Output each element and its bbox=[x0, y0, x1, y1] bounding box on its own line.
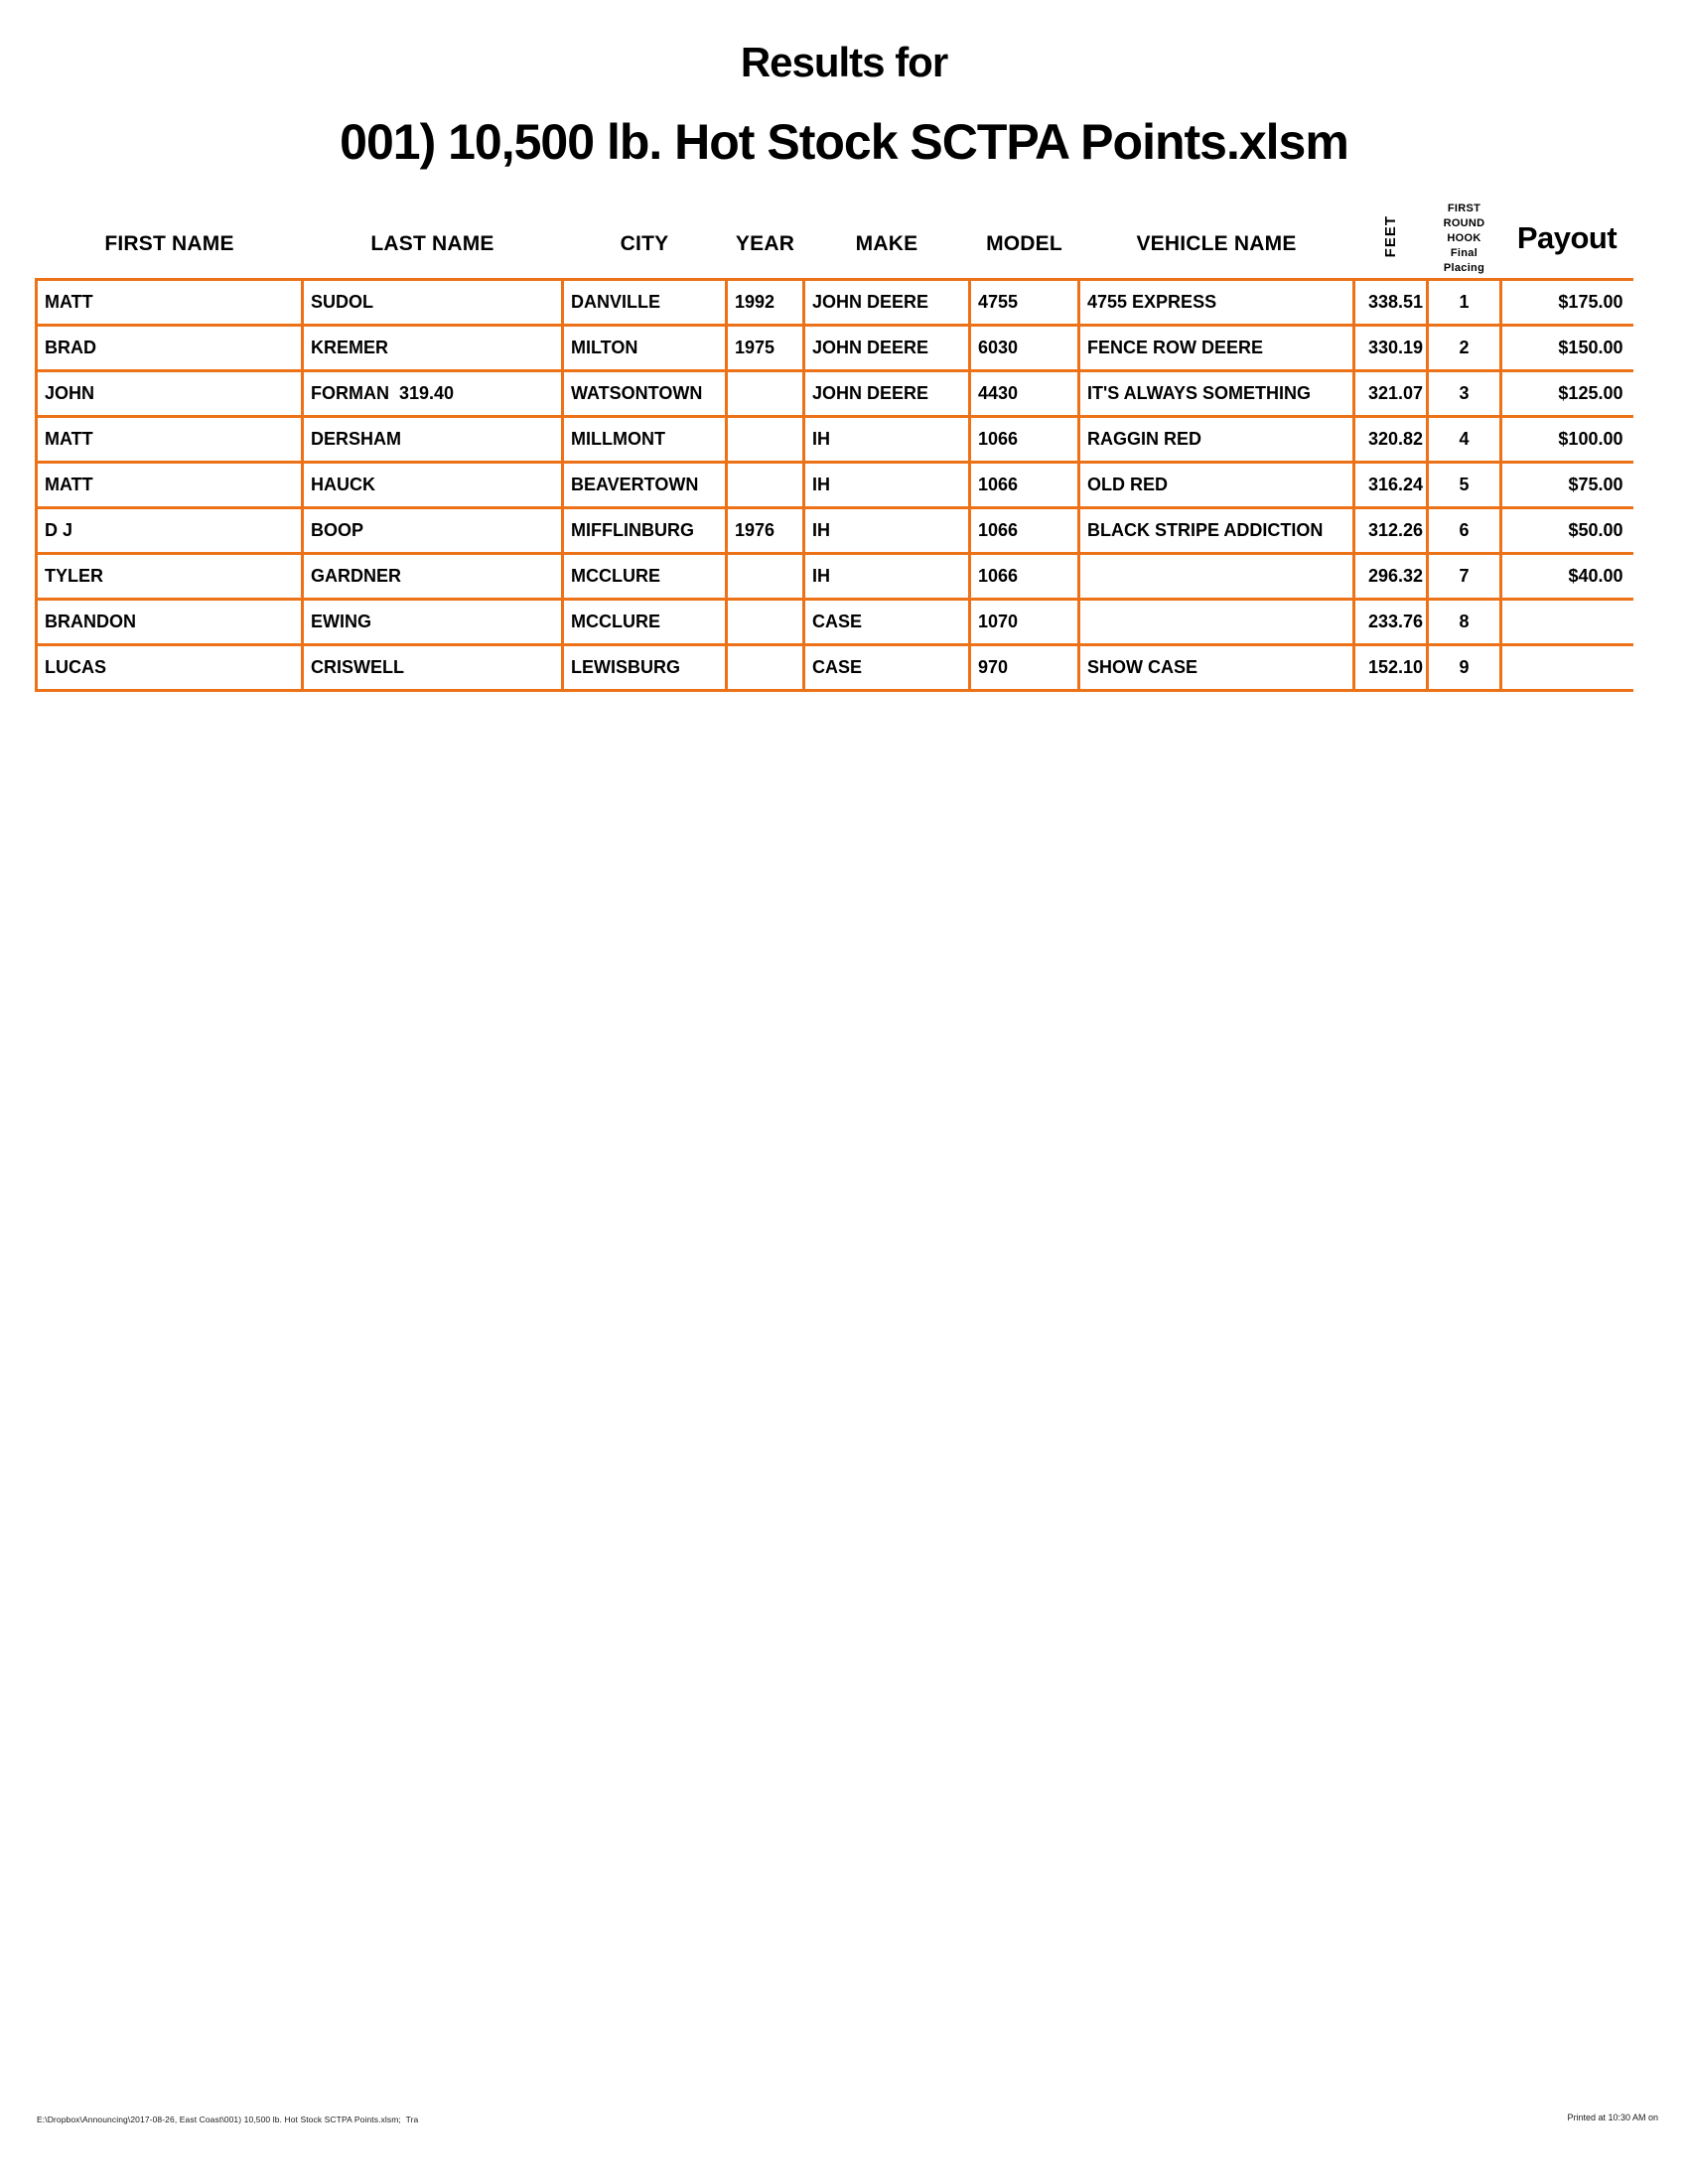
cell-city: MIFFLINBURG bbox=[563, 507, 727, 553]
table-row bbox=[37, 507, 1633, 553]
cell-year bbox=[727, 416, 804, 462]
cell-feet: 233.76 bbox=[1354, 599, 1428, 644]
col-header-feet bbox=[1354, 184, 1428, 279]
cell-first-name: MATT bbox=[37, 462, 303, 507]
footer-file-path: E:\Dropbox\Announcing\2017-08-26, East Coast\001) 10,500 lb. Hot Stock SCTPA Points.xlsm; Tra bbox=[37, 2115, 419, 2124]
cell-vehicle-name: IT'S ALWAYS SOMETHING bbox=[1079, 370, 1354, 416]
cell-year bbox=[727, 462, 804, 507]
cell-last-name: CRISWELL bbox=[303, 644, 563, 690]
col-header-first-name: FIRST NAME bbox=[104, 231, 234, 255]
col-header-first-round-hook bbox=[1428, 184, 1501, 279]
cell-city: DANVILLE bbox=[563, 279, 727, 325]
hook-header-line: ROUND bbox=[1443, 216, 1485, 229]
hook-header-line: Final bbox=[1450, 246, 1478, 259]
cell-model: 6030 bbox=[970, 325, 1079, 370]
cell-last-name: EWING bbox=[303, 599, 563, 644]
cell-placing: 5 bbox=[1428, 462, 1501, 507]
cell-first-name: MATT bbox=[37, 279, 303, 325]
cell-last-name: HAUCK bbox=[303, 462, 563, 507]
cell-first-name: D J bbox=[37, 507, 303, 553]
col-header-vehicle-name: VEHICLE NAME bbox=[1136, 231, 1297, 255]
cell-model: 1066 bbox=[970, 507, 1079, 553]
cell-feet: 316.24 bbox=[1354, 462, 1428, 507]
cell-make: IH bbox=[804, 462, 970, 507]
cell-vehicle-name: BLACK STRIPE ADDICTION bbox=[1079, 507, 1354, 553]
cell-year bbox=[727, 553, 804, 599]
cell-payout: $150.00 bbox=[1501, 325, 1633, 370]
table-row bbox=[37, 462, 1633, 507]
table-row bbox=[37, 325, 1633, 370]
cell-year bbox=[727, 599, 804, 644]
cell-last-name: SUDOL bbox=[303, 279, 563, 325]
cell-model: 4430 bbox=[970, 370, 1079, 416]
cell-city: LEWISBURG bbox=[563, 644, 727, 690]
cell-city: MILLMONT bbox=[563, 416, 727, 462]
cell-make: IH bbox=[804, 553, 970, 599]
col-header-city: CITY bbox=[620, 231, 669, 255]
cell-make: CASE bbox=[804, 599, 970, 644]
cell-placing: 1 bbox=[1428, 279, 1501, 325]
hook-header-line: Placing bbox=[1443, 261, 1485, 274]
table-row bbox=[37, 599, 1633, 644]
cell-vehicle-name bbox=[1079, 599, 1354, 644]
cell-feet: 338.51 bbox=[1354, 279, 1428, 325]
cell-year bbox=[727, 370, 804, 416]
hook-header-line: FIRST bbox=[1447, 202, 1481, 214]
cell-last-name: DERSHAM bbox=[303, 416, 563, 462]
cell-payout: $125.00 bbox=[1501, 370, 1633, 416]
cell-last-name: FORMAN 319.40 bbox=[303, 370, 563, 416]
cell-make: CASE bbox=[804, 644, 970, 690]
cell-vehicle-name: RAGGIN RED bbox=[1079, 416, 1354, 462]
cell-placing: 6 bbox=[1428, 507, 1501, 553]
cell-feet: 330.19 bbox=[1354, 325, 1428, 370]
cell-first-name: BRAD bbox=[37, 325, 303, 370]
feet-vertical-label: FEET bbox=[1382, 215, 1399, 258]
table-row bbox=[37, 279, 1633, 325]
cell-vehicle-name: OLD RED bbox=[1079, 462, 1354, 507]
col-header-model: MODEL bbox=[986, 231, 1062, 255]
cell-first-name: BRANDON bbox=[37, 599, 303, 644]
cell-city: WATSONTOWN bbox=[563, 370, 727, 416]
cell-model: 1066 bbox=[970, 416, 1079, 462]
cell-payout: $50.00 bbox=[1501, 507, 1633, 553]
cell-last-name: KREMER bbox=[303, 325, 563, 370]
cell-city: BEAVERTOWN bbox=[563, 462, 727, 507]
footer-printed-timestamp: Printed at 10:30 AM on bbox=[1567, 2113, 1658, 2122]
page-subtitle-filename: 001) 10,500 lb. Hot Stock SCTPA Points.xlsm bbox=[340, 114, 1348, 170]
col-header-last-name: LAST NAME bbox=[370, 231, 494, 255]
cell-placing: 7 bbox=[1428, 553, 1501, 599]
cell-placing: 3 bbox=[1428, 370, 1501, 416]
cell-model: 1070 bbox=[970, 599, 1079, 644]
results-table bbox=[35, 184, 1633, 692]
cell-feet: 312.26 bbox=[1354, 507, 1428, 553]
cell-vehicle-name: 4755 EXPRESS bbox=[1079, 279, 1354, 325]
cell-payout: $100.00 bbox=[1501, 416, 1633, 462]
cell-vehicle-name: FENCE ROW DEERE bbox=[1079, 325, 1354, 370]
cell-city: MCCLURE bbox=[563, 553, 727, 599]
cell-model: 1066 bbox=[970, 462, 1079, 507]
cell-last-name: GARDNER bbox=[303, 553, 563, 599]
cell-payout: $175.00 bbox=[1501, 279, 1633, 325]
table-row bbox=[37, 370, 1633, 416]
cell-city: MILTON bbox=[563, 325, 727, 370]
cell-city: MCCLURE bbox=[563, 599, 727, 644]
cell-placing: 8 bbox=[1428, 599, 1501, 644]
col-header-year: YEAR bbox=[735, 231, 795, 255]
cell-placing: 2 bbox=[1428, 325, 1501, 370]
cell-make: IH bbox=[804, 416, 970, 462]
cell-last-name: BOOP bbox=[303, 507, 563, 553]
cell-year: 1975 bbox=[727, 325, 804, 370]
table-row bbox=[37, 644, 1633, 690]
cell-vehicle-name: SHOW CASE bbox=[1079, 644, 1354, 690]
hook-header-line: HOOK bbox=[1447, 231, 1481, 244]
cell-feet: 321.07 bbox=[1354, 370, 1428, 416]
cell-make: JOHN DEERE bbox=[804, 370, 970, 416]
cell-year: 1976 bbox=[727, 507, 804, 553]
cell-placing: 9 bbox=[1428, 644, 1501, 690]
cell-first-name: TYLER bbox=[37, 553, 303, 599]
col-header-make: MAKE bbox=[855, 231, 918, 255]
cell-first-name: LUCAS bbox=[37, 644, 303, 690]
cell-model: 4755 bbox=[970, 279, 1079, 325]
cell-payout bbox=[1501, 644, 1633, 690]
cell-payout bbox=[1501, 599, 1633, 644]
cell-model: 970 bbox=[970, 644, 1079, 690]
cell-model: 1066 bbox=[970, 553, 1079, 599]
page-title: Results for bbox=[740, 39, 948, 85]
cell-year bbox=[727, 644, 804, 690]
cell-payout: $75.00 bbox=[1501, 462, 1633, 507]
cell-make: IH bbox=[804, 507, 970, 553]
cell-placing: 4 bbox=[1428, 416, 1501, 462]
cell-feet: 296.32 bbox=[1354, 553, 1428, 599]
cell-feet: 152.10 bbox=[1354, 644, 1428, 690]
cell-vehicle-name bbox=[1079, 553, 1354, 599]
cell-year: 1992 bbox=[727, 279, 804, 325]
cell-feet: 320.82 bbox=[1354, 416, 1428, 462]
col-header-payout: Payout bbox=[1516, 219, 1618, 255]
header-row bbox=[37, 184, 1633, 279]
cell-make: JOHN DEERE bbox=[804, 325, 970, 370]
cell-first-name: JOHN bbox=[37, 370, 303, 416]
table-row bbox=[37, 416, 1633, 462]
table-row bbox=[37, 553, 1633, 599]
cell-make: JOHN DEERE bbox=[804, 279, 970, 325]
cell-payout: $40.00 bbox=[1501, 553, 1633, 599]
cell-first-name: MATT bbox=[37, 416, 303, 462]
